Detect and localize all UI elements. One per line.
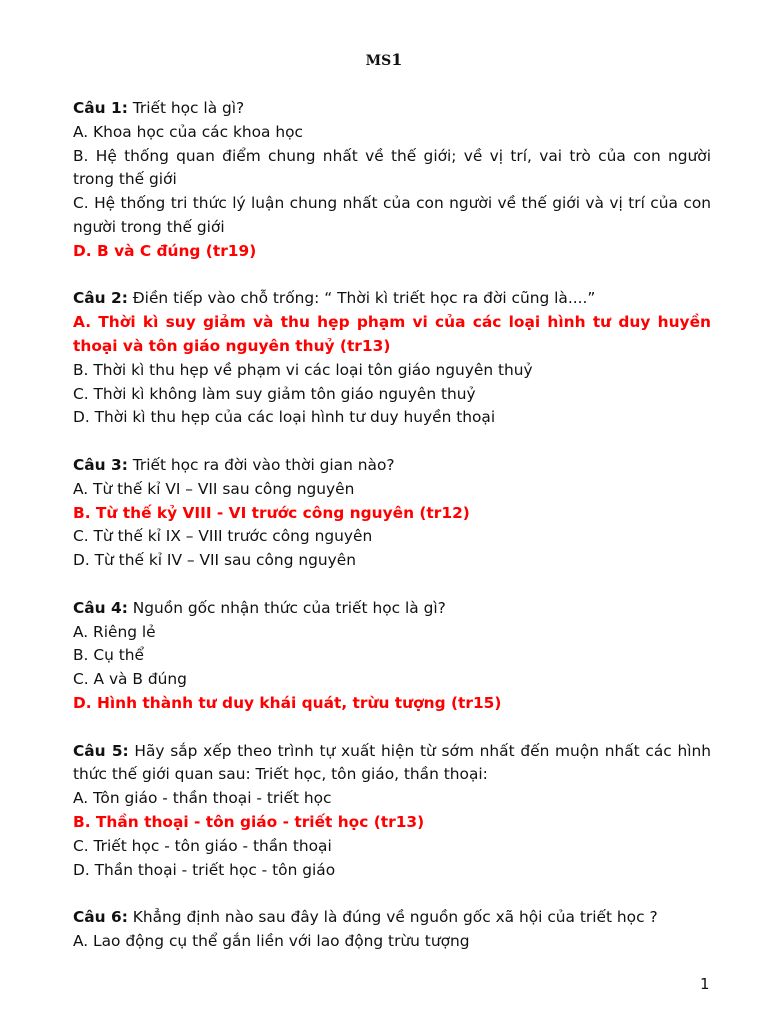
answer-option: D. Thời kì thu hẹp của các loại hình tư duy huyền thoại [73,408,496,427]
answer-option: A. Từ thế kỉ VI – VII sau công nguyên [73,479,355,498]
correct-answer-option: B. Thần thoại - tôn giáo - triết học (tr13) [73,812,425,831]
answer-option: A. Lao động cụ thể gắn liền với lao động trừu tượng [73,931,470,950]
answer-option: A. Riêng lẻ [73,622,156,641]
correct-answer-option: D. Hình thành tư duy khái quát, trừu tượng (tr15) [73,693,502,712]
question-text: Nguồn gốc nhận thức của triết học là gì? [127,598,446,617]
question-text: Hãy sắp xếp theo trình tự xuất hiện từ sớm nhất đến muộn nhất các hình thức thế giới quan sau: Triết học, tôn giáo, thần thoại: [73,741,711,784]
question-block [73,97,711,264]
question-stem [73,454,711,478]
question-block [73,906,711,954]
answer-option: C. A và B đúng [73,670,187,689]
question-list [73,97,711,977]
question-text: Khẳng định nào sau đây là đúng về nguồn gốc xã hội của triết học ? [127,908,658,927]
question-stem [73,597,711,621]
answer-option: A. Khoa học của các khoa học [73,122,303,141]
question-label: Câu 6: [73,908,128,927]
question-block [73,287,711,430]
question-text: Điền tiếp vào chỗ trống: “ Thời kì triết học ra đời cũng là....” [127,289,596,308]
correct-answer-option: B. Từ thế kỷ VIII - VI trước công nguyên (tr12) [73,503,470,522]
answer-option: B. Cụ thể [73,646,144,665]
answer-option: D. Từ thế kỉ IV – VII sau công nguyên [73,551,356,570]
answer-option: B. Hệ thống quan điểm chung nhất về thế giới; về vị trí, vai trò của con người trong thế giới [73,146,711,189]
page-number: 1 [700,975,710,993]
answer-option: C. Thời kì không làm suy giảm tôn giáo nguyên thuỷ [73,384,476,403]
answer-option: C. Hệ thống tri thức lý luận chung nhất của con người về thế giới và vị trí của con người trong thế giới [73,194,711,236]
question-label: Câu 5: [73,741,129,760]
question-label: Câu 4: [73,598,128,617]
question-label: Câu 3: [73,455,128,474]
question-block [73,597,711,716]
question-block [73,454,711,573]
correct-answer-option: A. Thời kì suy giảm và thu hẹp phạm vi của các loại hình tư duy huyền thoại và tôn giáo nguyên thuỷ (tr13) [73,313,711,355]
question-stem [73,287,711,311]
question-stem [73,906,711,930]
answer-option: B. Thời kì thu hẹp về phạm vi các loại tôn giáo nguyên thuỷ [73,360,533,379]
title-number: 1 [391,50,403,69]
title-prefix: MS [365,53,392,69]
question-stem [73,740,711,788]
document-title [0,50,768,69]
question-label: Câu 2: [73,289,128,308]
question-text: Triết học ra đời vào thời gian nào? [127,455,395,474]
answer-option: A. Tôn giáo - thần thoại - triết học [73,789,332,808]
correct-answer-option: D. B và C đúng (tr19) [73,241,257,260]
question-text: Triết học là gì? [127,99,245,117]
question-block [73,740,711,883]
answer-option: C. Triết học - tôn giáo - thần thoại [73,836,332,855]
answer-option: D. Thần thoại - triết học - tôn giáo [73,860,336,879]
question-label: Câu 1: [73,99,128,117]
answer-option: C. Từ thế kỉ IX – VIII trước công nguyên [73,527,373,546]
question-stem [73,97,711,121]
